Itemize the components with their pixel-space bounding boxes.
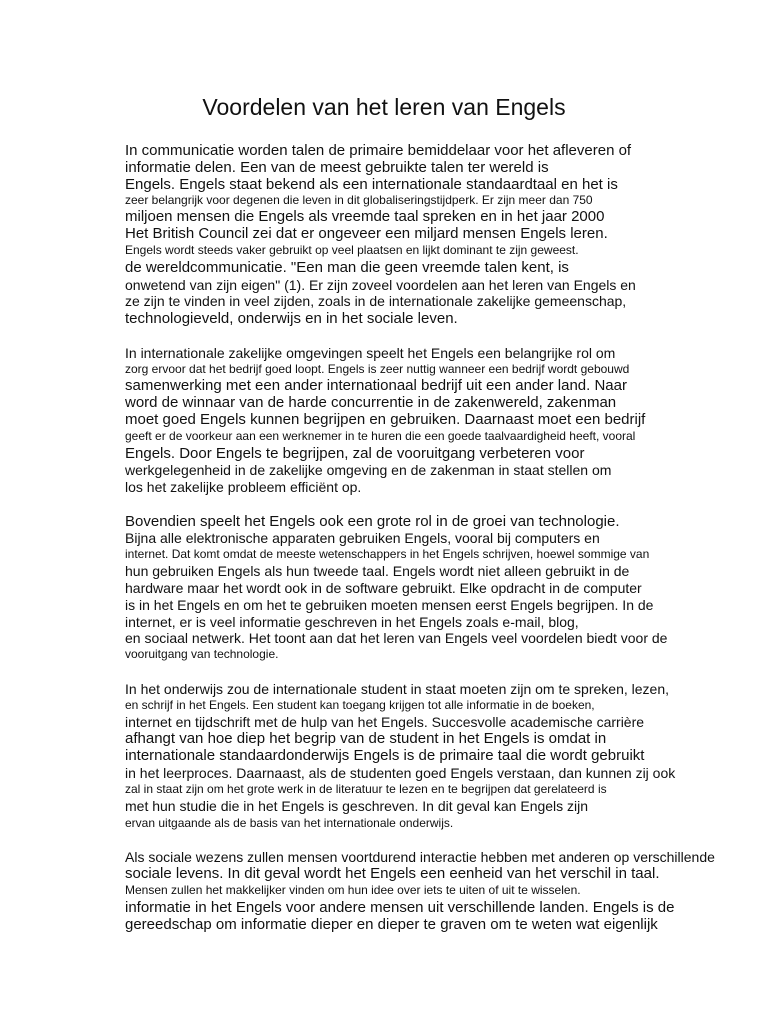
body-text-line: Bovendien speelt het Engels ook een grote rol in de groei van technologie. xyxy=(125,513,620,530)
body-text-line: en schrijf in het Engels. Een student kan toegang krijgen tot alle informatie in de boeken, xyxy=(125,698,595,712)
body-text-line: Engels. Engels staat bekend als een internationale standaardtaal en het is xyxy=(125,176,618,193)
body-text-line: Als sociale wezens zullen mensen voortdurend interactie hebben met anderen op verschillende xyxy=(125,849,715,865)
body-text-line: ze zijn te vinden in veel zijden, zoals in de internationale zakelijke gemeenschap, xyxy=(125,293,627,309)
body-text-line: hardware maar het wordt ook in de software gebruikt. Elke opdracht in de computer xyxy=(125,580,642,596)
body-text-line: afhangt van hoe diep het begrip van de student in het Engels is omdat in xyxy=(125,730,607,747)
body-text-line: internet. Dat komt omdat de meeste wetenschappers in het Engels schrijven, hoewel sommige van xyxy=(125,547,650,561)
body-text-line: technologieveld, onderwijs en in het sociale leven. xyxy=(125,310,458,327)
body-text-line: zeer belangrijk voor degenen die leven in dit globaliseringstijdperk. Er zijn meer dan 750 xyxy=(125,193,593,207)
body-text-line: hun gebruiken Engels als hun tweede taal. Engels wordt niet alleen gebruikt in de xyxy=(125,563,630,579)
body-text-line: In communicatie worden talen de primaire bemiddelaar voor het afleveren of xyxy=(125,142,632,159)
body-text-line: Bijna alle elektronische apparaten gebruiken Engels, vooral bij computers en xyxy=(125,530,600,546)
body-text-line: werkgelegenheid in de zakelijke omgeving en de zakenman in staat stellen om xyxy=(125,462,612,478)
body-text-line: In internationale zakelijke omgevingen speelt het Engels een belangrijke rol om xyxy=(125,345,616,361)
body-text-line: internet, er is veel informatie geschreven in het Engels zoals e-mail, blog, xyxy=(125,614,579,630)
body-text-line: vooruitgang van technologie. xyxy=(125,647,279,661)
body-text-line: Engels wordt steeds vaker gebruikt op veel plaatsen en lijkt dominant te zijn geweest. xyxy=(125,243,579,257)
body-text-line: internet en tijdschrift met de hulp van het Engels. Succesvolle academische carrière xyxy=(125,714,645,730)
body-text-line: moet goed Engels kunnen begrijpen en gebruiken. Daarnaast moet een bedrijf xyxy=(125,411,646,428)
body-text-line: gereedschap om informatie dieper en dieper te graven om te weten wat eigenlijk xyxy=(125,916,658,933)
body-text-line: zal in staat zijn om het grote werk in de literatuur te lezen en te begrijpen dat gerelateerd is xyxy=(125,782,607,796)
body-text-line: is in het Engels en om het te gebruiken moeten mensen eerst Engels begrijpen. In de xyxy=(125,597,654,613)
body-text-line: Engels. Door Engels te begrijpen, zal de vooruitgang verbeteren voor xyxy=(125,445,585,462)
body-text-line: word de winnaar van de harde concurrentie in de zakenwereld, zakenman xyxy=(125,394,617,411)
body-text-line: zorg ervoor dat het bedrijf goed loopt. Engels is zeer nuttig wanneer een bedrijf wordt gebouwd xyxy=(125,362,630,376)
body-text-line: ervan uitgaande als de basis van het internationale onderwijs. xyxy=(125,816,454,830)
body-text-line: sociale levens. In dit geval wordt het Engels een eenheid van het verschil in taal. xyxy=(125,865,660,882)
body-text-line: geeft er de voorkeur aan een werknemer in te huren die een goede taalvaardigheid heeft, vooral xyxy=(125,429,636,443)
body-text-line: onwetend van zijn eigen" (1). Er zijn zoveel voordelen aan het leren van Engels en xyxy=(125,277,636,293)
body-text-line: en sociaal netwerk. Het toont aan dat het leren van Engels veel voordelen biedt voor de xyxy=(125,630,668,646)
body-text-line: in het leerproces. Daarnaast, als de studenten goed Engels verstaan, dan kunnen zij ook xyxy=(125,765,676,781)
body-text-line: met hun studie die in het Engels is geschreven. In dit geval kan Engels zijn xyxy=(125,798,589,814)
body-text-line: de wereldcommunicatie. "Een man die geen vreemde talen kent, is xyxy=(125,259,569,276)
body-text-line: Mensen zullen het makkelijker vinden om hun idee over iets te uiten of uit te wisselen. xyxy=(125,883,581,897)
document-title: Voordelen van het leren van Engels xyxy=(202,94,566,120)
body-text-line: miljoen mensen die Engels als vreemde taal spreken en in het jaar 2000 xyxy=(125,208,605,225)
body-text-line: In het onderwijs zou de internationale student in staat moeten zijn om te spreken, lezen, xyxy=(125,681,669,697)
body-text-line: samenwerking met een ander internationaal bedrijf uit een ander land. Naar xyxy=(125,377,627,394)
body-text-line: informatie delen. Een van de meest gebruikte talen ter wereld is xyxy=(125,159,549,176)
body-text-line: internationale standaardonderwijs Engels is de primaire taal die wordt gebruikt xyxy=(125,747,645,764)
body-text-line: informatie in het Engels voor andere mensen uit verschillende landen. Engels is de xyxy=(125,899,675,916)
body-text-line: los het zakelijke probleem efficiënt op. xyxy=(125,479,362,495)
body-text-line: Het British Council zei dat er ongeveer een miljard mensen Engels leren. xyxy=(125,225,608,242)
